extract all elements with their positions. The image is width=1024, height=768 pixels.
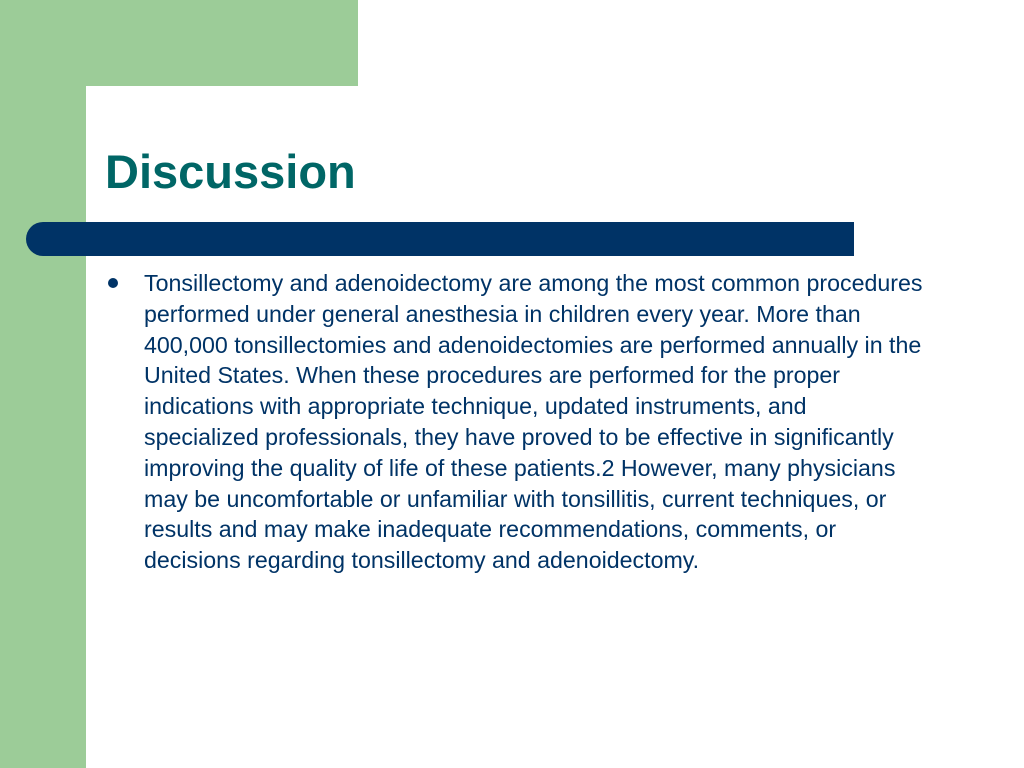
decorative-green-band-left xyxy=(0,0,86,768)
bullet-item xyxy=(104,268,924,576)
slide-body xyxy=(104,268,924,576)
bullet-dot-icon xyxy=(108,278,118,288)
bullet-text: Tonsillectomy and adenoidectomy are among the most common procedures performed under general anesthesia in children every year. More than 400,000 tonsillectomies and adenoidectomies are performed annually in the United States. When these procedures are performed for the proper indications with appropriate technique, updated instruments, and specialized professionals, they have proved to be effective in significantly improving the quality of life of these patients.2 However, many physicians may be uncomfortable or unfamiliar with tonsillitis, current techniques, or results and may make inadequate recommendations, comments, or decisions regarding tonsillectomy and adenoidectomy. xyxy=(144,270,923,574)
slide-title: Discussion xyxy=(105,145,356,198)
title-underline-bar xyxy=(26,222,854,256)
